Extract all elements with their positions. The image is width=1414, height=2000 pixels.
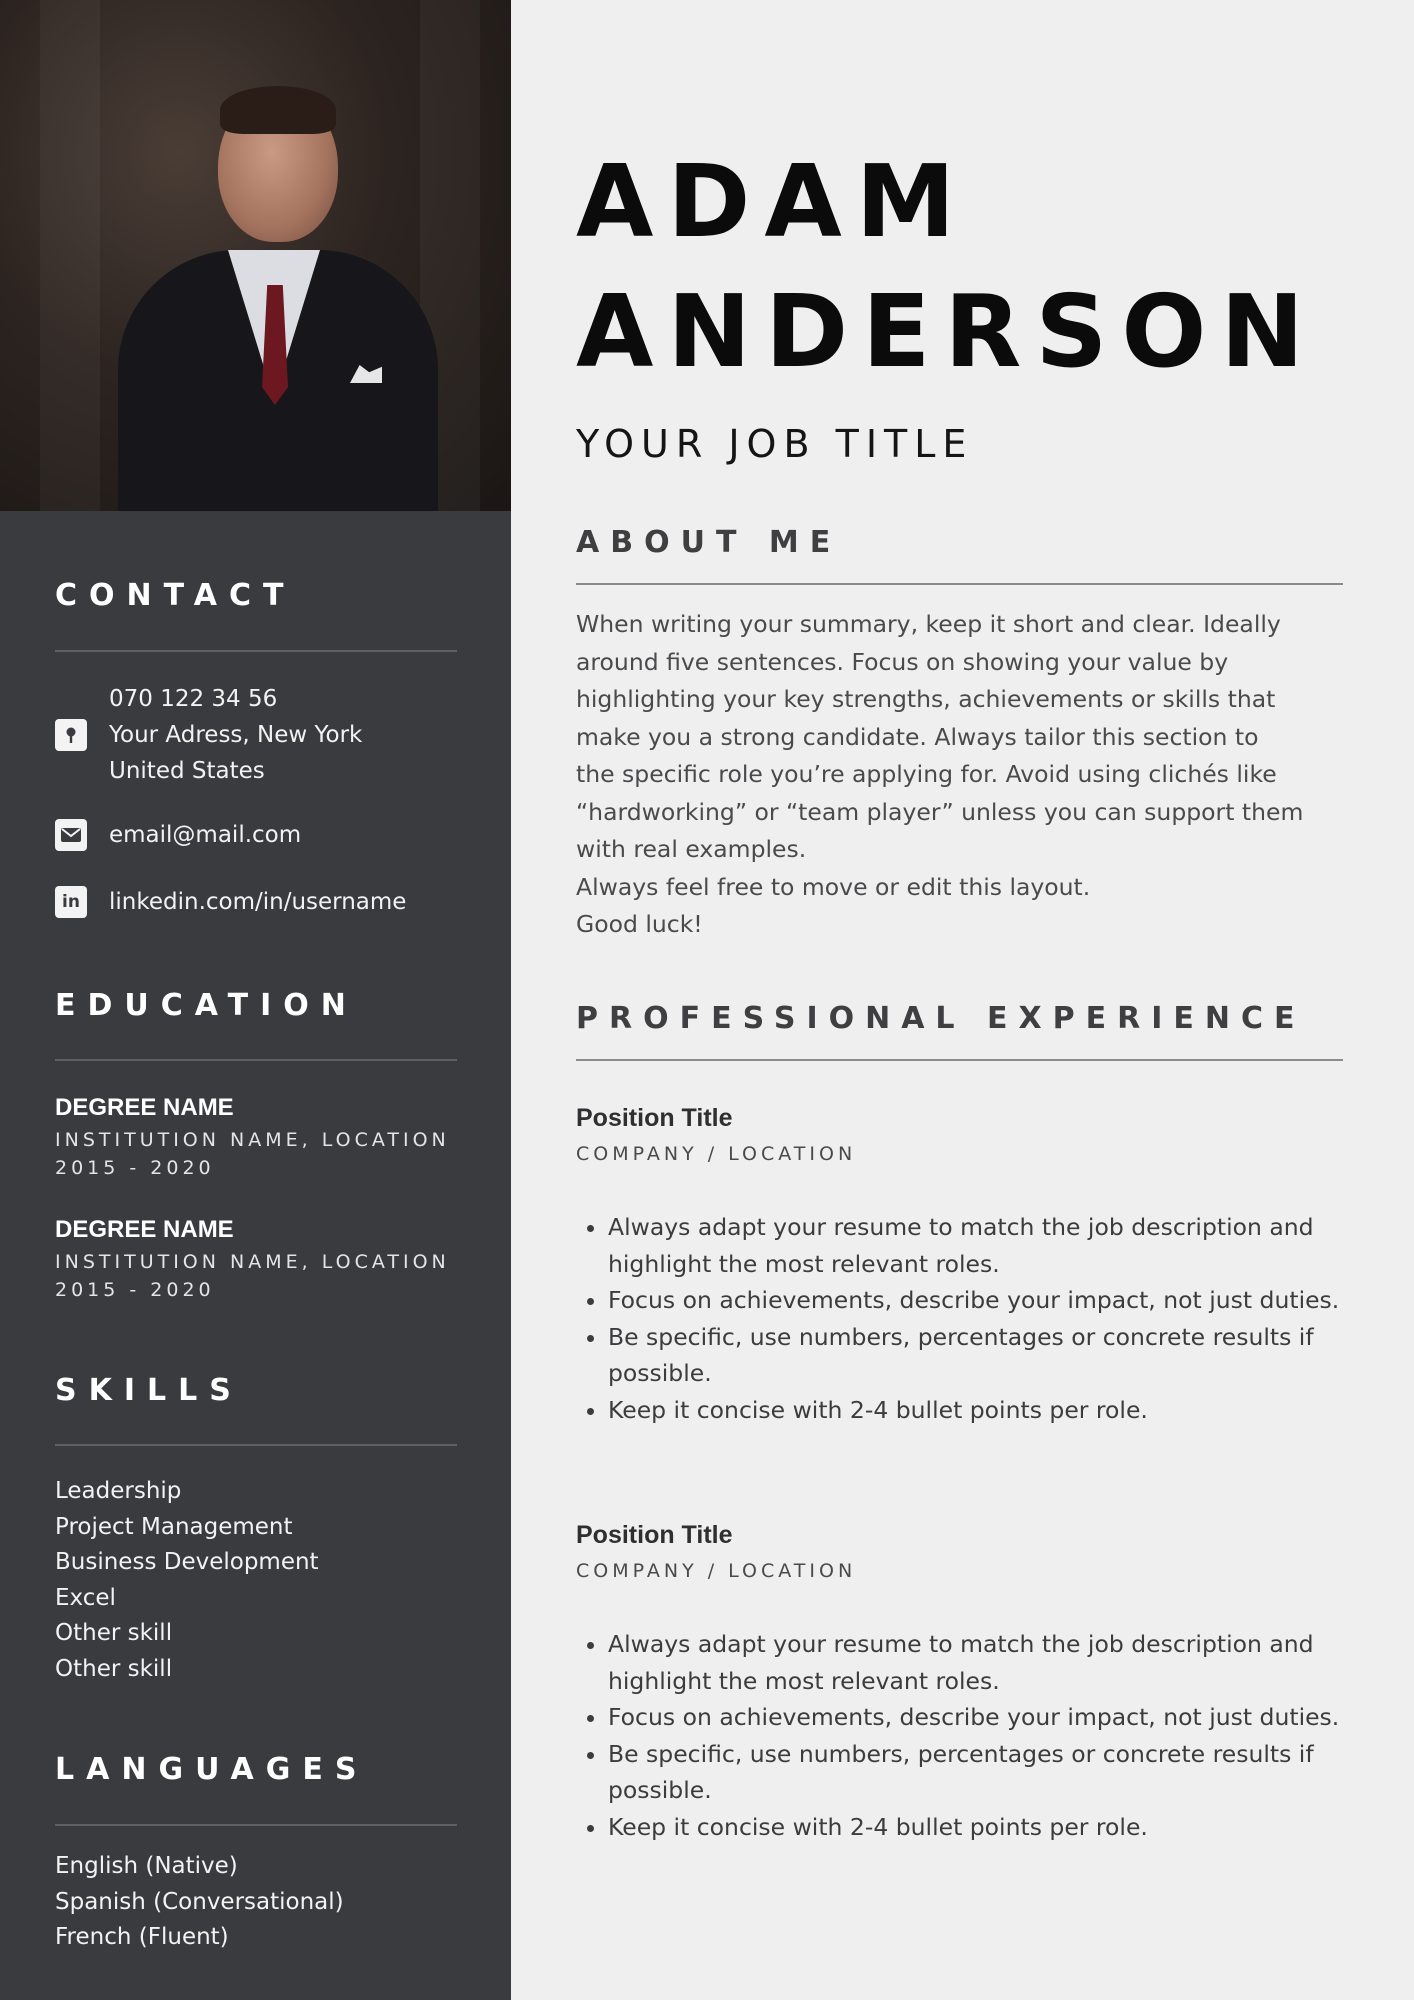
linkedin-link[interactable]: linkedin.com/in/username bbox=[109, 889, 407, 915]
education-divider bbox=[55, 1059, 457, 1061]
company-location: COMPANY / LOCATION bbox=[576, 1560, 857, 1582]
education-years: 2015 - 2020 bbox=[55, 1157, 215, 1179]
education-item bbox=[55, 1216, 450, 1304]
about-line: the specific role you’re applying for. Avoid using clichés like bbox=[576, 760, 1277, 788]
skill-item: Other skill bbox=[55, 1620, 173, 1646]
about-line: around five sentences. Focus on showing your value by bbox=[576, 647, 1229, 676]
address-line-1: Your Adress, New York bbox=[109, 722, 363, 748]
location-pin-icon bbox=[55, 719, 87, 751]
phone-number: 070 122 34 56 bbox=[109, 686, 278, 712]
experience-heading: PROFESSIONAL EXPERIENCE bbox=[576, 1001, 1306, 1036]
about-line: Always feel free to move or edit this layout. bbox=[576, 872, 1091, 901]
contact-divider bbox=[55, 650, 457, 652]
about-line: Good luck! bbox=[576, 910, 703, 938]
about-heading: ABOUT ME bbox=[576, 525, 842, 560]
education-heading: EDUCATION bbox=[55, 988, 358, 1023]
email-link[interactable]: email@mail.com bbox=[109, 822, 302, 848]
job-entry bbox=[576, 1521, 1356, 1845]
languages-heading: LANGUAGES bbox=[55, 1752, 369, 1787]
about-line: with real examples. bbox=[576, 835, 807, 863]
job-bullet: • Focus on achievements, describe your impact, not just duties. bbox=[608, 1282, 1356, 1319]
about-line: “hardworking” or “team player” unless you can support them bbox=[576, 797, 1304, 826]
skill-item: Leadership bbox=[55, 1478, 182, 1504]
about-line: make you a strong candidate. Always tailor this section to bbox=[576, 722, 1259, 751]
skills-heading: SKILLS bbox=[55, 1373, 243, 1408]
job-bullet: • Keep it concise with 2-4 bullet points per role. bbox=[608, 1809, 1356, 1846]
company-location: COMPANY / LOCATION bbox=[576, 1143, 857, 1165]
language-item: French (Fluent) bbox=[55, 1924, 229, 1950]
skill-item: Business Development bbox=[55, 1549, 319, 1575]
last-name: ANDERSON bbox=[576, 273, 1319, 390]
job-title: YOUR JOB TITLE bbox=[576, 422, 974, 466]
sidebar bbox=[0, 0, 511, 2000]
contact-address bbox=[55, 681, 362, 789]
job-bullets bbox=[576, 1626, 1356, 1845]
job-bullet: • Be specific, use numbers, percentages or concrete results if possible. bbox=[608, 1736, 1356, 1809]
job-bullet: • Be specific, use numbers, percentages or concrete results if possible. bbox=[608, 1319, 1356, 1392]
experience-divider bbox=[576, 1059, 1343, 1061]
education-item bbox=[55, 1094, 450, 1182]
languages-list bbox=[55, 1849, 344, 1956]
job-bullet: • Always adapt your resume to match the job description and highlight the most relevant roles. bbox=[608, 1209, 1356, 1282]
about-text bbox=[576, 606, 1356, 944]
position-title: Position Title bbox=[576, 1521, 733, 1549]
job-bullet: • Keep it concise with 2-4 bullet points per role. bbox=[608, 1392, 1356, 1429]
job-bullets bbox=[576, 1209, 1356, 1428]
about-divider bbox=[576, 583, 1343, 585]
about-line: highlighting your key strengths, achievements or skills that bbox=[576, 685, 1276, 713]
position-title: Position Title bbox=[576, 1104, 733, 1132]
languages-divider bbox=[55, 1824, 457, 1826]
profile-photo bbox=[0, 0, 511, 511]
about-line: When writing your summary, keep it short and clear. Ideally bbox=[576, 610, 1281, 638]
skill-item: Project Management bbox=[55, 1513, 293, 1540]
skill-item: Excel bbox=[55, 1584, 116, 1611]
skills-divider bbox=[55, 1444, 457, 1446]
skills-list bbox=[55, 1474, 319, 1687]
degree-name: DEGREE NAME bbox=[55, 1216, 234, 1243]
contact-email[interactable] bbox=[55, 817, 301, 853]
job-bullet: • Always adapt your resume to match the job description and highlight the most relevant roles. bbox=[608, 1626, 1356, 1699]
address-line-2: United States bbox=[109, 758, 265, 784]
skill-item: Other skill bbox=[55, 1655, 173, 1682]
contact-linkedin[interactable] bbox=[55, 884, 406, 920]
job-bullet: • Focus on achievements, describe your impact, not just duties. bbox=[608, 1699, 1356, 1736]
institution-name: INSTITUTION NAME, LOCATION bbox=[55, 1129, 450, 1151]
education-years: 2015 - 2020 bbox=[55, 1279, 215, 1301]
degree-name: DEGREE NAME bbox=[55, 1094, 234, 1121]
contact-heading: CONTACT bbox=[55, 578, 296, 613]
linkedin-icon: in bbox=[55, 886, 87, 918]
language-item: Spanish (Conversational) bbox=[55, 1888, 344, 1915]
institution-name: INSTITUTION NAME, LOCATION bbox=[55, 1251, 450, 1273]
first-name: ADAM bbox=[576, 143, 970, 260]
job-entry bbox=[576, 1104, 1356, 1428]
language-item: English (Native) bbox=[55, 1853, 238, 1879]
envelope-icon bbox=[55, 819, 87, 851]
